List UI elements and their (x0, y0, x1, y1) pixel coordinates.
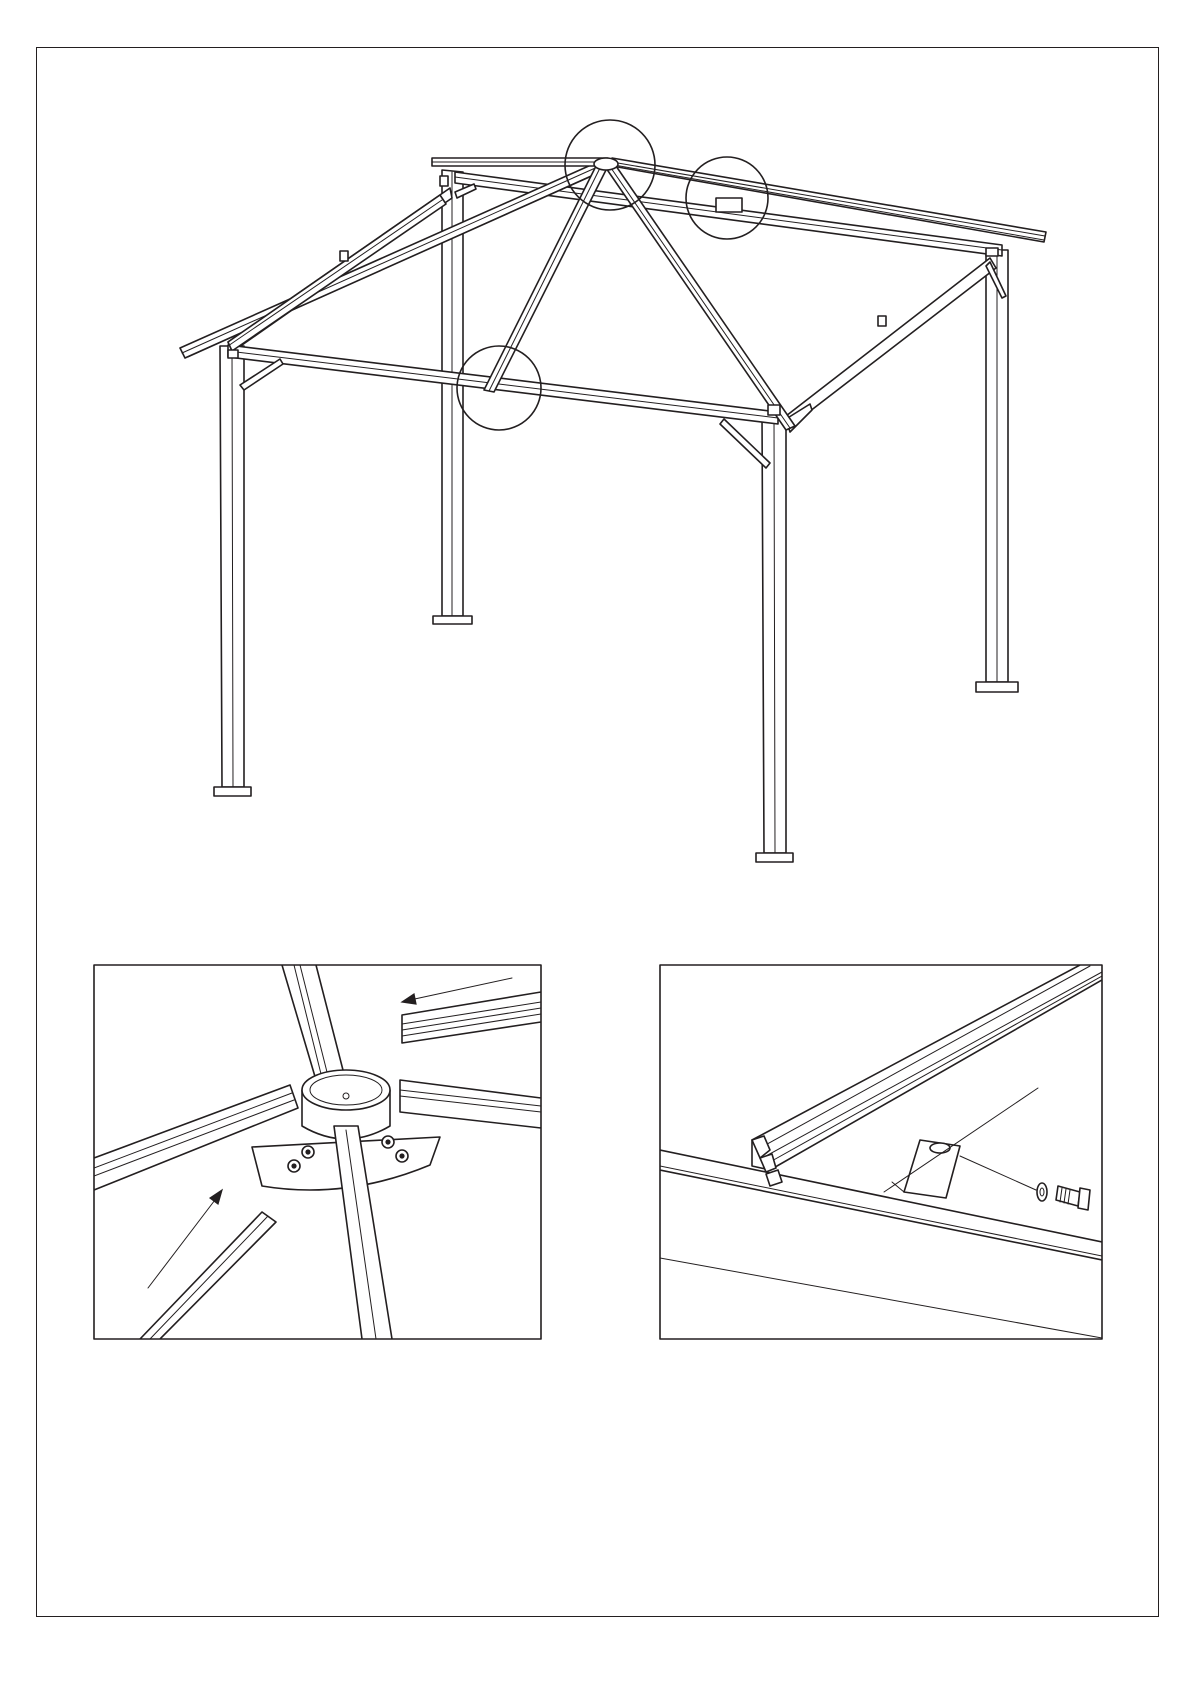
detail-beam-top (660, 1150, 1102, 1260)
detail-panel-right-border (660, 965, 1102, 1339)
detail-bolt (1056, 1186, 1090, 1210)
detail-washer (1037, 1183, 1047, 1201)
detail-guide-line (884, 1088, 1038, 1192)
